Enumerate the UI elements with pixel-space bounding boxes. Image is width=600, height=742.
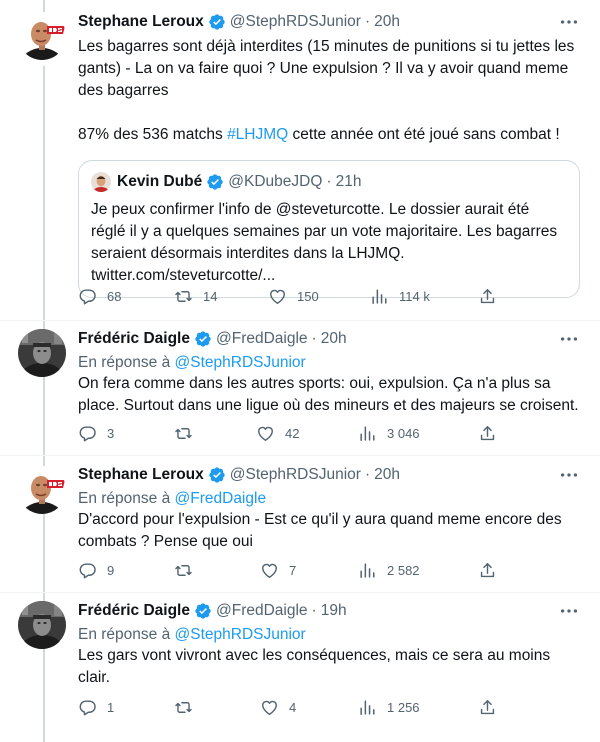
tweet-text: Les gars vont vivront avec les conséquences, mais ce sera au moins clair.	[78, 647, 551, 686]
tweet-time[interactable]: 20h	[374, 13, 400, 30]
views-icon	[358, 561, 377, 580]
reply-button[interactable]	[78, 285, 121, 307]
tweet[interactable]	[0, 321, 600, 455]
like-button[interactable]	[260, 696, 296, 718]
share-button[interactable]	[478, 422, 507, 444]
tweet-actions	[78, 696, 498, 718]
quote-avatar	[91, 172, 111, 192]
view-count: 114 k	[399, 288, 430, 304]
author-name[interactable]: Frédéric Daigle	[78, 602, 190, 619]
more-options-icon[interactable]	[558, 11, 580, 33]
user-photo-icon	[18, 601, 66, 649]
quoted-tweet[interactable]	[78, 160, 580, 298]
views-button[interactable]	[358, 422, 420, 444]
reply-count: 9	[107, 562, 115, 578]
hashtag-link[interactable]: #LHJMQ	[227, 126, 289, 143]
like-button[interactable]	[260, 559, 296, 581]
tweet-time[interactable]: 19h	[320, 602, 347, 619]
retweet-button[interactable]	[174, 422, 203, 444]
like-icon	[268, 287, 287, 306]
author-handle[interactable]: @StephRDSJunior	[229, 466, 361, 483]
tweet-actions	[78, 285, 498, 307]
view-count: 2 582	[387, 562, 420, 578]
view-count: 1 256	[387, 699, 420, 715]
verified-badge-icon	[208, 13, 226, 31]
reply-icon	[78, 698, 97, 717]
reply-prefix: En réponse à	[78, 490, 175, 507]
like-icon	[260, 698, 279, 717]
reply-icon	[78, 561, 97, 580]
share-button[interactable]	[478, 696, 507, 718]
author-name[interactable]: Stephane Leroux	[78, 13, 204, 30]
separator-dot: ·	[364, 13, 371, 30]
tweet-text-main: Les bagarres sont déjà interdites (15 minutes de punitions si tu jettes les gants) - La on va faire quoi ? Une expulsion ? Il va y avoir quand meme des bagarres 87% des 536 matchs	[78, 38, 575, 143]
views-icon	[370, 287, 389, 306]
reply-icon	[78, 424, 97, 443]
share-button[interactable]	[478, 285, 507, 307]
quote-header	[91, 171, 567, 193]
avatar[interactable]	[18, 329, 66, 377]
reply-to-link[interactable]: @StephRDSJunior	[174, 354, 306, 371]
tweet-text: On fera comme dans les autres sports: oui, expulsion. Ça n'a plus sa place. Surtout dans une ligue où des mineurs et des majeurs se croisent.	[78, 375, 579, 414]
reply-button[interactable]	[78, 696, 114, 718]
author-handle[interactable]: @FredDaigle	[216, 602, 308, 619]
verified-badge-icon	[194, 330, 212, 348]
retweet-icon	[174, 424, 193, 443]
author-name[interactable]: Frédéric Daigle	[78, 330, 190, 347]
reply-button[interactable]	[78, 559, 114, 581]
tweet-time[interactable]: 20h	[374, 466, 400, 483]
verified-badge-icon	[206, 173, 224, 191]
retweet-icon	[174, 287, 193, 306]
retweet-button[interactable]	[174, 696, 203, 718]
user-photo-icon	[18, 329, 66, 377]
reply-button[interactable]	[78, 422, 114, 444]
verified-badge-icon	[194, 602, 212, 620]
avatar[interactable]	[18, 601, 66, 649]
like-icon	[260, 561, 279, 580]
views-icon	[358, 424, 377, 443]
tweet[interactable]	[0, 456, 600, 592]
separator-dot: ·	[311, 602, 317, 619]
share-button[interactable]	[478, 559, 507, 581]
views-button[interactable]	[370, 285, 430, 307]
tweet-header	[78, 328, 580, 350]
share-icon	[478, 561, 497, 580]
views-icon	[358, 698, 377, 717]
share-icon	[478, 698, 497, 717]
author-handle[interactable]: @StephRDSJunior	[229, 13, 361, 30]
tweet-text-end: cette année ont été joué sans combat !	[288, 126, 560, 143]
tweet-header	[78, 600, 580, 622]
more-options-icon[interactable]	[558, 328, 580, 350]
views-button[interactable]	[358, 559, 420, 581]
tweet-text: D'accord pour l'expulsion - Est ce qu'il y aura quand meme encore des combats ? Pense que oui	[78, 511, 562, 550]
share-icon	[478, 424, 497, 443]
retweet-icon	[174, 561, 193, 580]
tweet-time[interactable]: 20h	[320, 330, 347, 347]
retweet-count: 14	[203, 288, 218, 304]
like-icon	[256, 424, 275, 443]
quote-time: 21h	[335, 173, 362, 190]
retweet-icon	[174, 698, 193, 717]
avatar[interactable]	[18, 12, 66, 60]
retweet-button[interactable]	[174, 285, 217, 307]
retweet-button[interactable]	[174, 559, 203, 581]
tweet-header	[78, 11, 580, 33]
tweet-header	[78, 464, 580, 486]
author-name[interactable]: Stephane Leroux	[78, 466, 204, 483]
reply-context	[78, 352, 580, 373]
more-options-icon[interactable]	[558, 600, 580, 622]
views-button[interactable]	[358, 696, 420, 718]
tweet[interactable]	[0, 593, 600, 742]
reply-prefix: En réponse à	[78, 354, 175, 371]
author-handle[interactable]: @FredDaigle	[216, 330, 308, 347]
share-icon	[478, 287, 497, 306]
separator-dot: ·	[311, 330, 317, 347]
quote-text: Je peux confirmer l'info de @steveturcotte. Le dossier aurait été réglé il y a quelques semaines par un vote majoritaire. Les bagarres seraient désormais interdites dans la LHJMQ. twitter.com/steveturcotte/...	[91, 201, 558, 284]
tweet-actions	[78, 422, 498, 444]
reply-to-link[interactable]: @StephRDSJunior	[174, 626, 306, 643]
view-count: 3 046	[387, 425, 420, 441]
separator-dot: ·	[364, 466, 371, 483]
quote-author-name: Kevin Dubé	[117, 173, 203, 190]
rds-avatar-icon	[18, 466, 66, 514]
rds-avatar-icon	[18, 12, 66, 60]
reply-context	[78, 488, 580, 509]
verified-badge-icon	[208, 466, 226, 484]
like-count: 150	[297, 288, 319, 304]
reply-to-link[interactable]: @FredDaigle	[174, 490, 267, 507]
like-count: 42	[285, 425, 300, 441]
more-options-icon[interactable]	[558, 464, 580, 486]
reply-context	[78, 624, 580, 645]
separator-dot: ·	[326, 173, 332, 190]
reply-count: 1	[107, 699, 115, 715]
quote-author-handle: @KDubeJDQ	[228, 173, 323, 190]
reply-count: 3	[107, 425, 115, 441]
reply-prefix: En réponse à	[78, 626, 175, 643]
like-button[interactable]	[256, 422, 299, 444]
avatar[interactable]	[18, 466, 66, 514]
quote-avatar-icon	[91, 172, 111, 192]
like-button[interactable]	[268, 285, 319, 307]
tweet-actions	[78, 559, 498, 581]
reply-count: 68	[107, 288, 122, 304]
tweet-text	[78, 36, 580, 146]
tweet[interactable]	[0, 0, 600, 320]
like-count: 4	[289, 699, 297, 715]
like-count: 7	[289, 562, 297, 578]
reply-icon	[78, 287, 97, 306]
